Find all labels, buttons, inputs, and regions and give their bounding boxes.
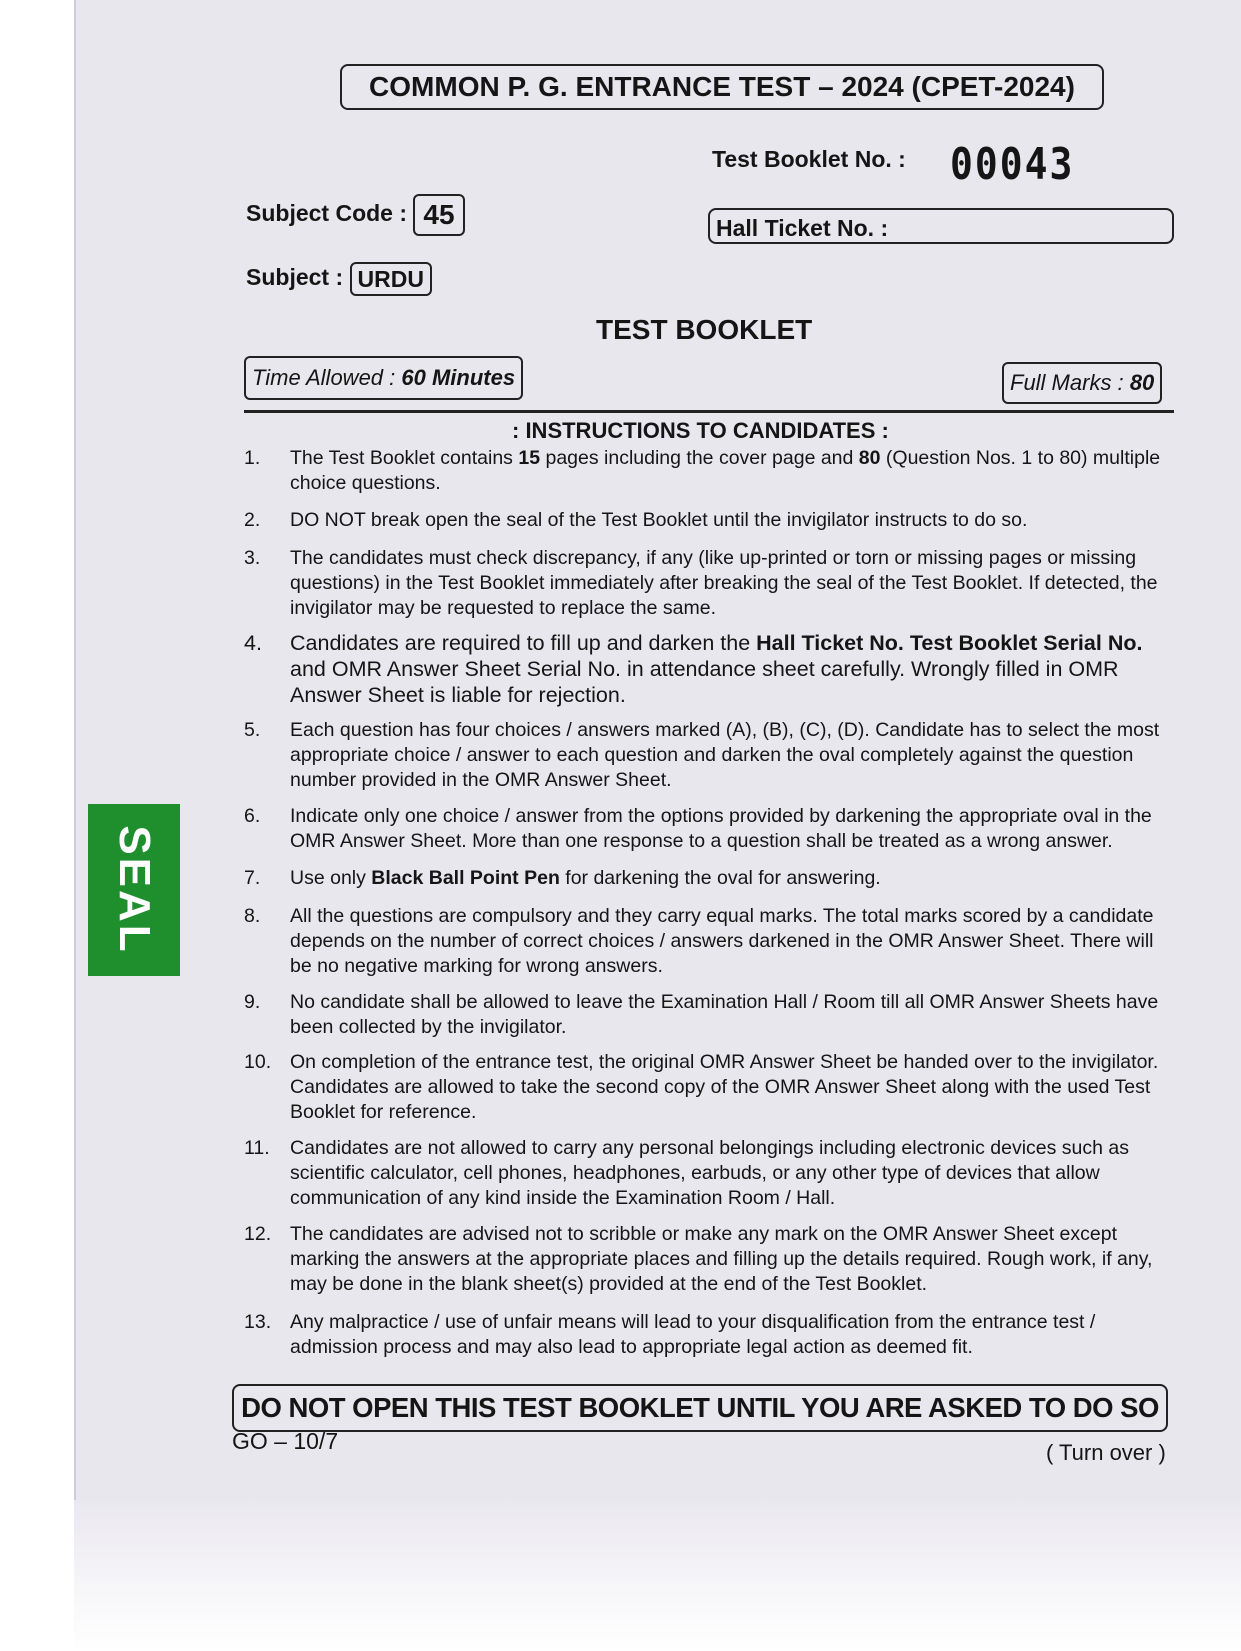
subject-label: Subject : [246,264,344,291]
instruction-3 [244,546,1174,621]
instruction-7 [244,866,1174,891]
marks-label: Full Marks : [1010,370,1124,395]
instruction-text: Use only Black Ball Point Pen for darkening the oval for answering. [290,867,881,889]
instruction-number: 6. [244,805,261,827]
booklet-code: GO – 10/7 [232,1428,339,1454]
do-not-open-warning: DO NOT OPEN THIS TEST BOOKLET UNTIL YOU ARE ASKED TO DO SO [232,1384,1168,1432]
instruction-10 [244,1050,1174,1125]
instruction-11 [244,1136,1174,1211]
seal-label: SEAL [110,825,159,955]
instruction-9 [244,990,1174,1040]
instruction-text: All the questions are compulsory and they carry equal marks. The total marks scored by a candidate depends on the number of correct choices / answers darkened in the OMR Answer Sheet. There will be no negative marking for wrong answers. [290,905,1154,977]
instruction-text: Any malpractice / use of unfair means will lead to your disqualification from the entrance test / admission process and may also lead to appropriate legal action as deemed fit. [290,1311,1096,1358]
instruction-8 [244,904,1174,979]
instruction-text: DO NOT break open the seal of the Test Booklet until the invigilator instructs to do so. [290,509,1028,531]
instruction-text: Each question has four choices / answers marked (A), (B), (C), (D). Candidate has to select the most appropriate choice / answer to each question and darken the oval completely against the question number provided in the OMR Answer Sheet. [290,719,1160,791]
subject [246,262,432,296]
instruction-1 [244,446,1174,496]
instruction-5 [244,718,1174,793]
instruction-number: 2. [244,509,261,531]
instruction-number: 12. [244,1223,272,1245]
instruction-number: 4. [244,631,262,655]
booklet-no-value: 00043 [950,138,1075,190]
instruction-number: 10. [244,1051,272,1073]
instruction-number: 13. [244,1311,272,1333]
subject-code [246,194,465,236]
subject-code-value: 45 [413,194,464,236]
instruction-text: Candidates are required to fill up and darken the Hall Ticket No. Test Booklet Serial No. and OMR Answer Sheet Serial No. in attendance sheet carefully. Wrongly filled in OMR Answer Sheet is liable for rejection. [290,631,1143,707]
subject-value: URDU [350,262,432,296]
instruction-13 [244,1310,1174,1360]
instruction-text: The Test Booklet contains 15 pages including the cover page and 80 (Question Nos. 1 to 80) multiple choice questions. [290,447,1161,494]
hall-ticket-field[interactable] [708,208,1174,244]
booklet-no-label: Test Booklet No. : [712,146,906,172]
instruction-text: The candidates must check discrepancy, if any (like up-printed or torn or missing pages or missing questions) in the Test Booklet immediately after breaking the seal of the Test Booklet. If detected, the invigilator may be requested to replace the same. [290,547,1158,619]
instruction-4 [244,630,1174,708]
instruction-text: On completion of the entrance test, the original OMR Answer Sheet be handed over to the invigilator. Candidates are allowed to take the second copy of the OMR Answer Sheet along with the used Test Booklet for reference. [290,1051,1159,1123]
instruction-number: 9. [244,991,261,1013]
full-marks [1002,362,1162,404]
instruction-number: 7. [244,867,261,889]
instruction-number: 8. [244,905,261,927]
seal-sticker [88,804,180,976]
instruction-text: No candidate shall be allowed to leave the Examination Hall / Room till all OMR Answer Sheets have been collected by the invigilator. [290,991,1159,1038]
time-allowed [244,356,523,400]
instruction-number: 1. [244,447,261,469]
instruction-number: 3. [244,547,261,569]
instruction-12 [244,1222,1174,1297]
instruction-text: Candidates are not allowed to carry any personal belongings including electronic devices such as scientific calculator, cell phones, headphones, earbuds, or any other type of devices that allow communication of any kind inside the Examination Room / Hall. [290,1137,1129,1209]
instruction-2 [244,508,1174,533]
subject-code-label: Subject Code : [246,200,408,227]
marks-value: 80 [1129,370,1155,395]
booklet-heading: TEST BOOKLET [596,314,813,345]
instruction-number: 5. [244,719,261,741]
turn-over-note: ( Turn over ) [1046,1440,1166,1465]
time-value: 60 Minutes [401,365,516,390]
instructions-heading: : INSTRUCTIONS TO CANDIDATES : [512,418,889,443]
divider [244,410,1174,413]
instruction-text: Indicate only one choice / answer from the options provided by darkening the appropriate oval in the OMR Answer Sheet. More than one response to a question shall be treated as a wrong answer. [290,805,1152,852]
instruction-text: The candidates are advised not to scribble or make any mark on the OMR Answer Sheet except marking the answers at the appropriate places and filling up the details required. Rough work, if any, may be done in the blank sheet(s) provided at the end of the Test Booklet. [290,1223,1153,1295]
instruction-number: 11. [244,1137,270,1159]
instruction-6 [244,804,1174,854]
hall-ticket-label: Hall Ticket No. : [716,215,889,241]
paper-shadow [74,1500,1241,1651]
exam-title: COMMON P. G. ENTRANCE TEST – 2024 (CPET-2024) [340,64,1104,110]
time-label: Time Allowed : [252,365,396,390]
